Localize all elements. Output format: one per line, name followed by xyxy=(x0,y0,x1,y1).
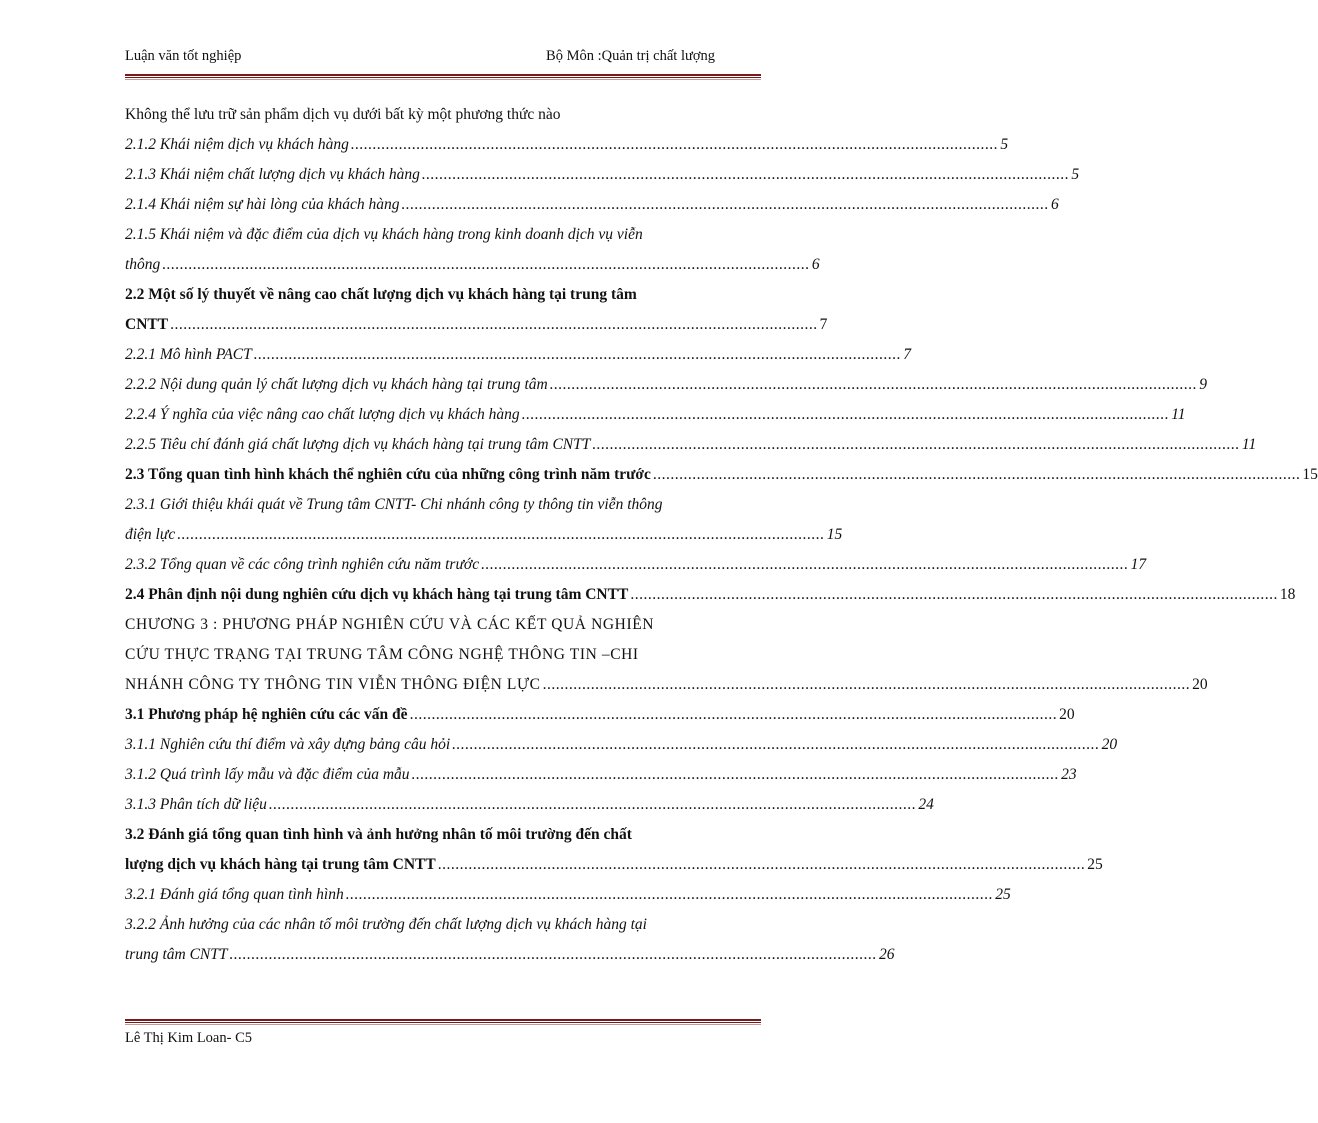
header-thesis-title: Luận văn tốt nghiệp xyxy=(125,48,242,64)
toc-entry-3-1-1[interactable]: 3.1.1 Nghiên cứu thí điểm và xây dựng bảng câu hỏi .................................................................................................................................................... 20 xyxy=(125,730,761,760)
toc-entry-2-3-2[interactable]: 2.3.2 Tổng quan về các công trình nghiên cứu năm trước .................................................................................................................................................... 17 xyxy=(125,550,761,580)
toc-entry-2-2-1[interactable]: 2.2.1 Mô hình PACT .................................................................................................................................................... 7 xyxy=(125,340,761,370)
toc-page-number: 26 xyxy=(879,946,895,963)
toc-entry-2-1-2[interactable]: 2.1.2 Khái niệm dịch vụ khách hàng .................................................................................................................................................... 5 xyxy=(125,130,761,160)
toc-page-number: 25 xyxy=(995,886,1011,903)
toc-page-number: 11 xyxy=(1171,406,1186,423)
toc-entry-3-1[interactable]: 3.1 Phương pháp hệ nghiên cứu các vấn đề .................................................................................................................................................... 20 xyxy=(125,700,761,730)
toc-page-number: 20 xyxy=(1101,736,1118,753)
toc-entry-chapter-3[interactable]: CHƯƠNG 3 : PHƯƠNG PHÁP NGHIÊN CỨU VÀ CÁC KẾT QUẢ NGHIÊN CỨU THỰC TRẠNG TẠI TRUNG TÂM CÔNG NGHỆ THÔNG TIN –CHI NHÁNH CÔNG TY THÔNG TIN VIỄN THÔNG ĐIỆN LỰC .................................................................................................................................................... 20 xyxy=(125,610,761,700)
toc-page-number: 7 xyxy=(819,316,828,333)
toc-page-number: 5 xyxy=(1071,166,1080,183)
toc-entry-3-2-1[interactable]: 3.2.1 Đánh giá tổng quan tình hình .................................................................................................................................................... 25 xyxy=(125,880,761,910)
toc-entry-2-3-1[interactable]: 2.3.1 Giới thiệu khái quát về Trung tâm CNTT- Chi nhánh công ty thông tin viễn thông điện lực .................................................................................................................................................... 15 xyxy=(125,490,761,550)
toc-entry-3-2[interactable]: 3.2 Đánh giá tổng quan tình hình và ảnh hưởng nhân tố môi trường đến chất lượng dịch vụ khách hàng tại trung tâm CNTT .................................................................................................................................................... 25 xyxy=(125,820,761,880)
footer-author: Lê Thị Kim Loan- C5 xyxy=(125,1030,252,1046)
toc-entry-2-2[interactable]: 2.2 Một số lý thuyết về nâng cao chất lượng dịch vụ khách hàng tại trung tâm CNTT .................................................................................................................................................... 7 xyxy=(125,280,761,340)
toc-entry-2-1-4[interactable]: 2.1.4 Khái niệm sự hài lòng của khách hàng .................................................................................................................................................... 6 xyxy=(125,190,761,220)
toc-page-number: 20 xyxy=(1192,676,1208,693)
table-of-contents xyxy=(125,100,1318,970)
toc-page-number: 15 xyxy=(826,526,843,543)
toc-page-number: 6 xyxy=(811,256,820,273)
intro-line: Không thể lưu trữ sản phẩm dịch vụ dưới bất kỳ một phương thức nào xyxy=(125,106,561,123)
toc-entry-2-3[interactable]: 2.3 Tổng quan tình hình khách thể nghiên cứu của những công trình năm trước .................................................................................................................................................... 15 xyxy=(125,460,761,490)
toc-entry-2-2-4[interactable]: 2.2.4 Ý nghĩa của việc nâng cao chất lượng dịch vụ khách hàng .................................................................................................................................................... 11 xyxy=(125,400,761,430)
toc-page-number: 18 xyxy=(1279,586,1296,603)
toc-entry-2-4[interactable]: 2.4 Phân định nội dung nghiên cứu dịch vụ khách hàng tại trung tâm CNTT .................................................................................................................................................... 18 xyxy=(125,580,761,610)
toc-page-number: 17 xyxy=(1130,556,1147,573)
toc-entry-2-2-5[interactable]: 2.2.5 Tiêu chí đánh giá chất lượng dịch vụ khách hàng tại trung tâm CNTT .................................................................................................................................................... 11 xyxy=(125,430,761,460)
toc-page-number: 9 xyxy=(1199,376,1207,393)
toc-entry-3-2-2[interactable]: 3.2.2 Ảnh hưởng của các nhân tố môi trường đến chất lượng dịch vụ khách hàng tại trung tâm CNTT .................................................................................................................................................... 26 xyxy=(125,910,761,970)
toc-entry-2-1-3[interactable]: 2.1.3 Khái niệm chất lượng dịch vụ khách hàng .................................................................................................................................................... 5 xyxy=(125,160,761,190)
footer-rule xyxy=(125,1019,761,1025)
toc-page-number: 15 xyxy=(1302,466,1318,483)
toc-page-number: 11 xyxy=(1241,436,1257,453)
header-rule xyxy=(125,74,761,80)
toc-page-number: 24 xyxy=(918,796,934,813)
toc-page-number: 23 xyxy=(1061,766,1077,783)
toc-page-number: 6 xyxy=(1051,196,1059,213)
header-department: Bộ Môn :Quản trị chất lượng xyxy=(546,48,715,64)
toc-entry-3-1-2[interactable]: 3.1.2 Quá trình lấy mẫu và đặc điểm của mẫu .................................................................................................................................................... 23 xyxy=(125,760,761,790)
page-header xyxy=(125,48,715,70)
toc-entry-2-1-5[interactable]: 2.1.5 Khái niệm và đặc điểm của dịch vụ khách hàng trong kinh doanh dịch vụ viễn thông .................................................................................................................................................... 6 xyxy=(125,220,761,280)
toc-page-number: 20 xyxy=(1059,706,1075,723)
toc-page-number: 5 xyxy=(1000,136,1009,153)
toc-entry-2-2-2[interactable]: 2.2.2 Nội dung quản lý chất lượng dịch vụ khách hàng tại trung tâm .................................................................................................................................................... 9 xyxy=(125,370,761,400)
toc-entry-3-1-3[interactable]: 3.1.3 Phân tích dữ liệu .................................................................................................................................................... 24 xyxy=(125,790,761,820)
toc-page-number: 7 xyxy=(903,346,911,363)
toc-page-number: 25 xyxy=(1087,856,1103,873)
